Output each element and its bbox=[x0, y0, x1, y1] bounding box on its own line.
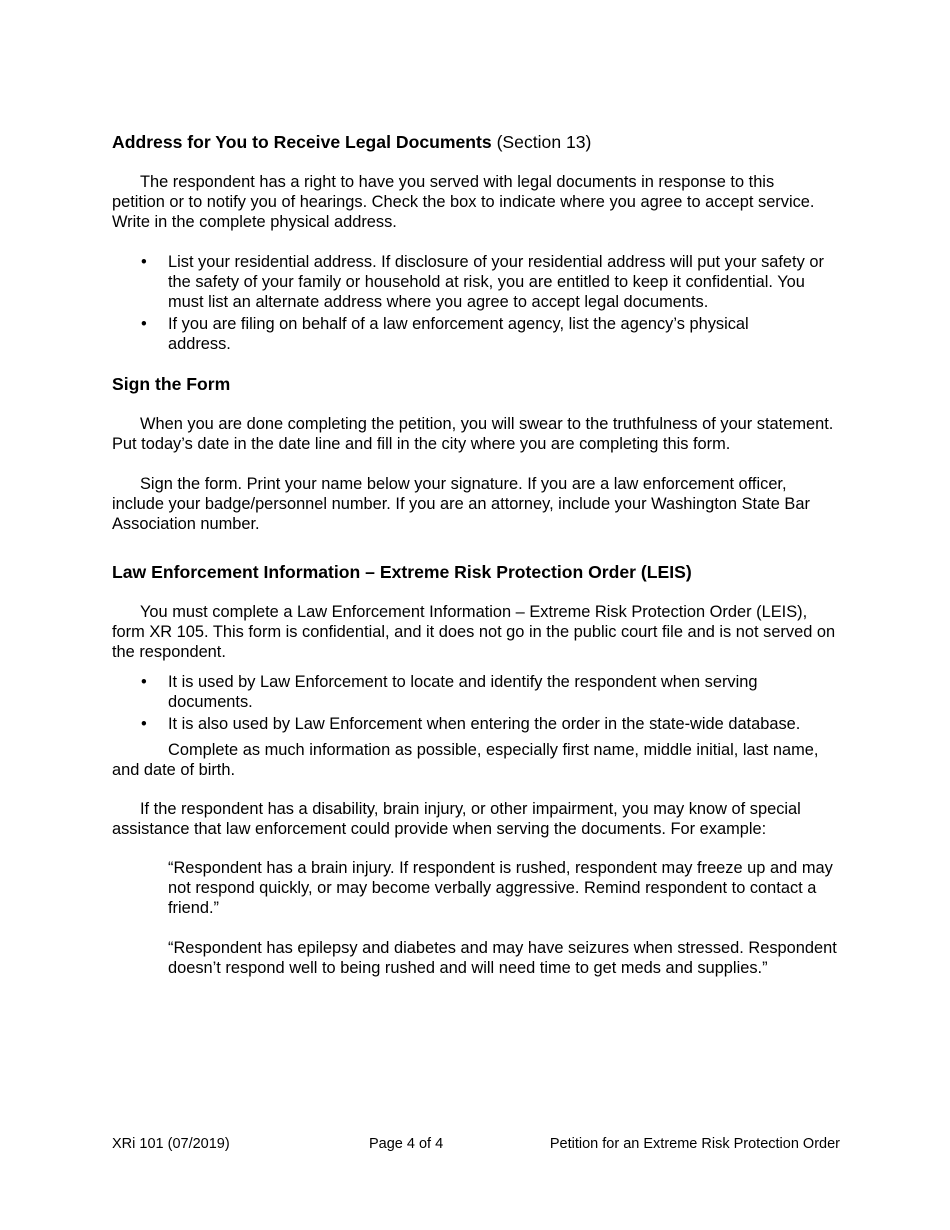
address-bullet-2: If you are filing on behalf of a law enforcement agency, list the agency’s physical address. bbox=[168, 315, 749, 353]
footer-form-title: Petition for an Extreme Risk Protection Order bbox=[549, 1136, 840, 1152]
leis-heading: Law Enforcement Information – Extreme Risk Protection Order (LEIS) bbox=[112, 562, 692, 582]
address-intro: The respondent has a right to have you served with legal documents in response to this petition or to notify you of hearings. Check the box to indicate where you agree to accept service. Write in the complete physical address. bbox=[112, 173, 815, 231]
leis-complete-note: Complete as much information as possible, especially first name, middle initial, last name, and date of birth. bbox=[112, 741, 819, 779]
leis-example-2: “Respondent has epilepsy and diabetes and may have seizures when stressed. Respondent doesn’t respond well to being rushed and will need time to get meds and supplies.” bbox=[168, 939, 837, 977]
leis-example-1: “Respondent has a brain injury. If respondent is rushed, respondent may freeze up and may not respond quickly, or may become verbally aggressive. Remind respondent to contact a friend.” bbox=[168, 859, 833, 917]
list-item bbox=[112, 714, 840, 734]
leis-bullet-list bbox=[112, 672, 840, 734]
leis-disability-para: If the respondent has a disability, brain injury, or other impairment, you may know of special assistance that law enforcement could provide when serving the documents. For example: bbox=[112, 800, 801, 838]
bullet-icon: • bbox=[141, 715, 147, 733]
leis-bullet-2: It is also used by Law Enforcement when entering the order in the state-wide database. bbox=[168, 715, 801, 733]
address-bullet-1: List your residential address. If disclosure of your residential address will put your safety or the safety of your family or household at risk, you are entitled to keep it confidential. You must list an alternate address where you agree to accept legal documents. bbox=[168, 253, 824, 311]
list-item bbox=[112, 672, 840, 712]
address-bullet-list bbox=[112, 252, 840, 354]
sign-para-2: Sign the form. Print your name below your signature. If you are a law enforcement officer, include your badge/personnel number. If you are an attorney, include your Washington State Bar Association number. bbox=[112, 475, 810, 533]
address-section-ref: (Section 13) bbox=[496, 132, 592, 152]
sign-para-1: When you are done completing the petition, you will swear to the truthfulness of your statement. Put today’s date in the date line and fill in the city where you are completing this form. bbox=[112, 415, 834, 453]
bullet-icon: • bbox=[141, 673, 147, 691]
document-body bbox=[112, 128, 840, 978]
sign-heading: Sign the Form bbox=[112, 374, 231, 394]
list-item bbox=[112, 314, 840, 354]
address-heading-text: Address for You to Receive Legal Documents bbox=[112, 132, 492, 152]
bullet-icon: • bbox=[141, 315, 147, 333]
list-item bbox=[112, 252, 840, 312]
footer-page-number: Page 4 of 4 bbox=[369, 1136, 444, 1152]
leis-intro: You must complete a Law Enforcement Information – Extreme Risk Protection Order (LEIS), form XR 105. This form is confidential, and it does not go in the public court file and is not served on the respondent. bbox=[112, 603, 836, 661]
address-heading bbox=[112, 130, 840, 154]
bullet-icon: • bbox=[141, 253, 147, 271]
leis-bullet-1: It is used by Law Enforcement to locate and identify the respondent when serving documents. bbox=[168, 673, 758, 711]
page-footer bbox=[112, 1134, 840, 1154]
footer-form-id: XRi 101 (07/2019) bbox=[112, 1136, 230, 1152]
